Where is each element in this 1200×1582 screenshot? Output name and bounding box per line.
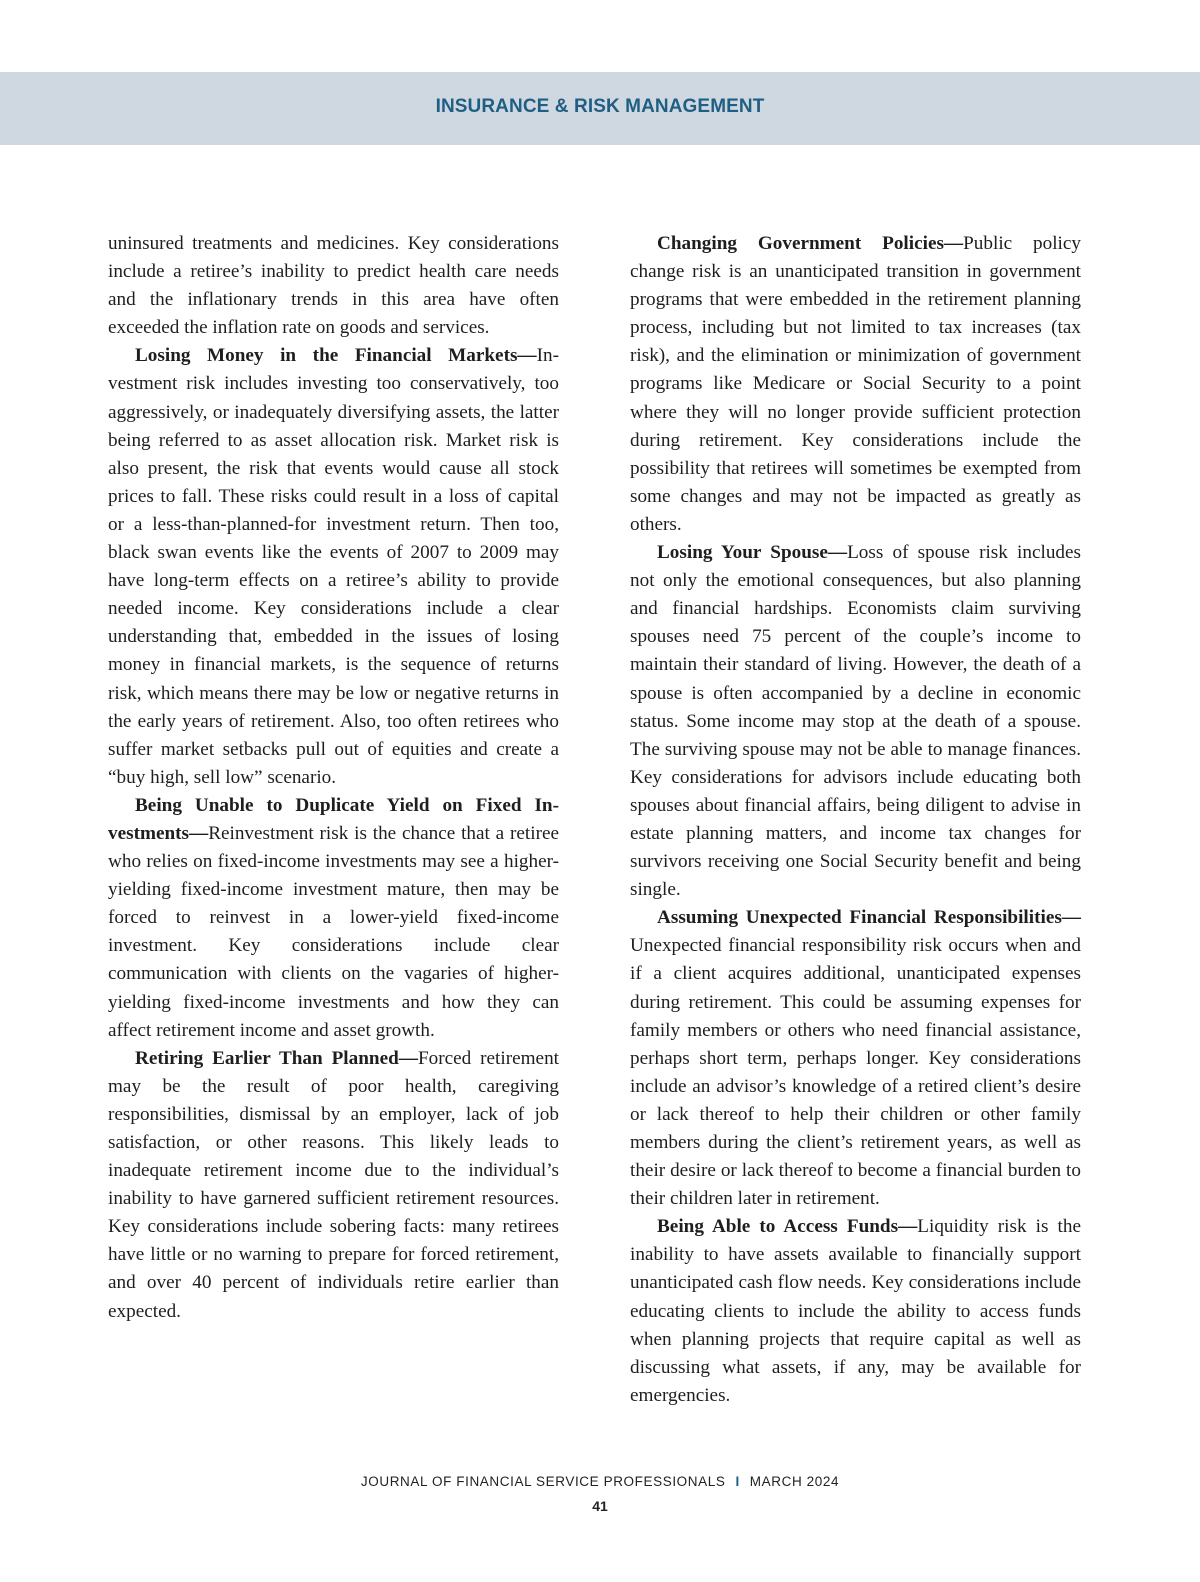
footer (0, 1474, 1200, 1489)
paragraph-text: Unexpected financial responsibility risk occurs when and if a client acquires additional, unanticipated expenses during retirement. This could be assuming expenses for family members or others who need financial assistance, perhaps short term, perhaps longer. Key considerations include an advisor’s knowledge of a retired client’s desire or lack thereof to help their children or other family members during the client’s retirement years, as well as their desire or lack thereof to become a financial burden to their children later in retirement. (630, 935, 1081, 1210)
paragraph-government-policies (630, 230, 1081, 539)
paragraph-text: Reinvestment risk is the chance that a retiree who relies on fixed-income investments may see a higher-yielding fixed-income investment mature, then may be forced to reinvest in a lower-yield fixed-income investment. Key considerations include clear communication with clients on the vagaries of higher-yielding fixed-income investments and how they can affect retirement income and asset growth. (108, 822, 559, 1041)
paragraph-text: Loss of spouse risk includes not only the emotional consequences, but also planning and financial hardships. Economists claim surviving spouses need 75 percent of the couple’s income to maintain their standard of living. However, the death of a spouse is often accompanied by a decline in economic status. Some income may stop at the death of a spouse. The surviving spouse may not be able to manage finances. Key considerations for advisors include educating both spouses about financial affairs, being diligent to advise in estate planning matters, and income tax changes for survivors receiving one Social Security benefit and being single. (630, 542, 1081, 901)
paragraph-heading: Being Able to Access Funds— (657, 1216, 918, 1238)
journal-name: JOURNAL OF FINANCIAL SERVICE PROFESSIONALS (360, 1474, 726, 1489)
paragraph-heading: Losing Money in the Financial Markets— (135, 345, 537, 367)
paragraph-continued (108, 230, 559, 342)
paragraph-retiring-earlier (108, 1045, 559, 1326)
paragraph-access-funds (630, 1213, 1081, 1410)
page-number: 41 (592, 1498, 608, 1514)
paragraph-heading: Assuming Unexpected Financial Responsibilities— (657, 907, 1081, 929)
paragraph-heading: Losing Your Spouse— (657, 542, 848, 564)
right-column (630, 230, 1081, 1410)
paragraph-losing-money (108, 342, 559, 792)
paragraph-heading: Being Unable to Duplicate Yield on Fixed Investments— (108, 794, 559, 844)
paragraph-text: Liquidity risk is the inability to have assets available to financially support unanticipated cash flow needs. Key considerations include educating clients to include the ability to access funds when planning projects that require capital as well as discussing what assets, if any, may be available for emergencies. (630, 1216, 1081, 1406)
paragraph-losing-spouse (630, 539, 1081, 904)
issue-date: MARCH 2024 (749, 1474, 840, 1489)
paragraph-text: uninsured treatments and medicines. Key considerations include a retiree’s inability to predict health care needs and the inflationary trends in this area have often exceeded the inflation rate on goods and services. (108, 233, 559, 339)
section-title: INSURANCE & RISK MANAGEMENT (435, 96, 765, 117)
paragraph-heading: Changing Government Policies— (657, 233, 964, 254)
paragraph-text: Forced retirement may be the result of poor health, caregiving responsibilities, dismissal by an employer, lack of job satisfaction, or other reasons. This likely leads to inadequate retirement income due to the individual’s inability to have garnered sufficient retirement resources. Key considerations include sobering facts: many retirees have little or no warning to prepare for forced retirement, and over 40 percent of individuals retire earlier than expected. (108, 1047, 559, 1322)
paragraph-financial-responsibilities (630, 904, 1081, 1213)
paragraph-text: Public policy change risk is an unanticipated transition in government programs that were embedded in the retirement planning process, including but not limited to tax increases (tax risk), and the elimination or minimization of government programs like Medicare or Social Security to a point where they will no longer provide sufficient protection during retirement. Key considerations include the possibility that retirees will sometimes be exempted from some changes and may not be impacted as greatly as others. (630, 233, 1082, 535)
left-column (108, 230, 559, 1326)
paragraph-heading: Retiring Earlier Than Planned— (135, 1047, 418, 1069)
footer-separator: I (735, 1474, 740, 1489)
paragraph-duplicate-yield (108, 792, 559, 1045)
paragraph-text: Investment risk includes investing too conservatively, too aggressively, or inadequately diversifying assets, the latter being referred to as asset allocation risk. Market risk is also present, the risk that events would cause all stock prices to fall. These risks could result in a loss of capital or a less-than-planned-for investment return. Then too, black swan events like the events of 2007 to 2009 may have long-term effects on a retiree’s ability to provide needed income. Key considerations include a clear understanding that, embedded in the issues of losing money in financial markets, is the sequence of returns risk, which means there may be low or negative returns in the early years of retirement. Also, too often retirees who suffer market setbacks pull out of equities and create a “buy high, sell low” scenario. (108, 345, 559, 788)
